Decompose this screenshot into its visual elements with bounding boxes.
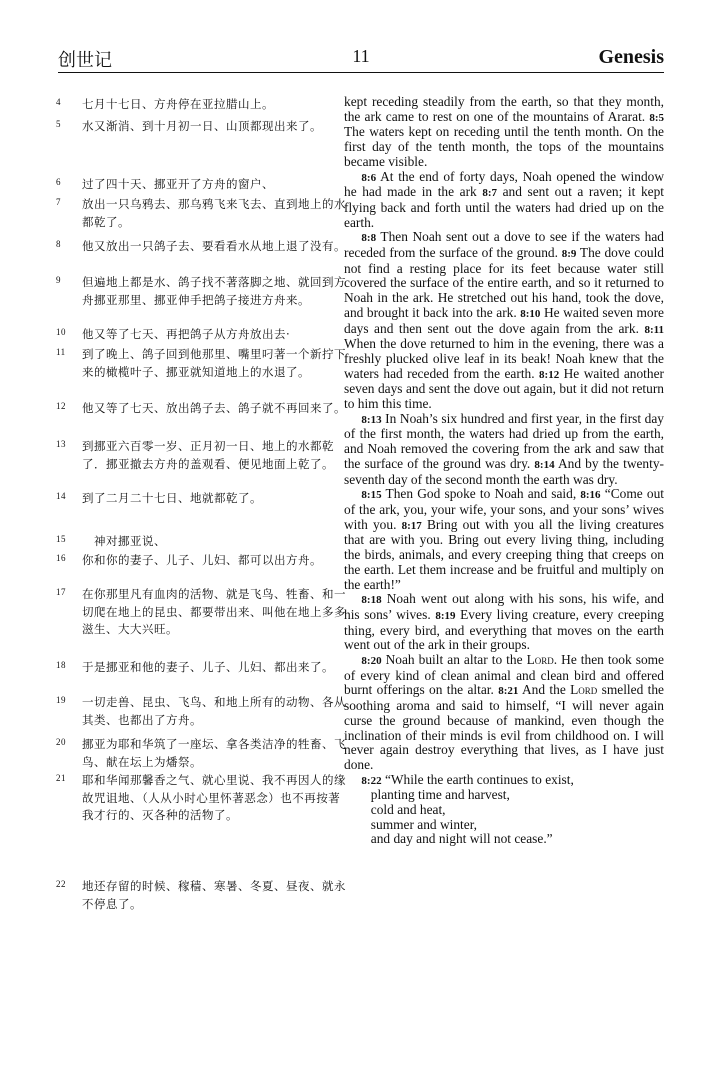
verse-ref: 8:21 <box>498 685 519 698</box>
verse-text: 在你那里凡有血肉的活物、就是飞鸟、牲畜、和一切爬在地上的昆虫、都要带出来、叫他在地上多多滋生、大大兴旺。 <box>82 587 346 637</box>
verse-number: 16 <box>56 553 66 563</box>
verse-text: 到了二月二十七日、地就都乾了。 <box>82 491 262 505</box>
verse-text: 一切走兽、昆虫、飞鸟、和地上所有的动物、各从其类、也都出了方舟。 <box>82 695 346 727</box>
verse-ref: 8:11 <box>644 323 664 336</box>
verse-ref: 8:5 <box>649 111 664 124</box>
chinese-verse <box>56 878 352 913</box>
verse-number: 17 <box>56 587 66 597</box>
chinese-verse <box>56 490 352 508</box>
verse-text: 他又等了七天、再把鸽子从方舟放出去· <box>82 327 291 341</box>
chinese-verse <box>56 176 352 194</box>
verse-number: 10 <box>56 327 66 337</box>
chinese-verse <box>56 659 352 677</box>
verse-number: 6 <box>56 177 61 187</box>
chinese-verse <box>56 533 352 551</box>
chinese-book-title: 创世记 <box>58 50 112 71</box>
verse-number: 13 <box>56 439 66 449</box>
verse-ref: 8:22 <box>361 774 382 787</box>
verse-ref: 8:20 <box>361 655 382 668</box>
header-rule <box>58 72 664 73</box>
verse-ref: 8:19 <box>435 609 456 622</box>
poem-line: 8:22 “While the earth continues to exist, <box>361 771 574 787</box>
verse-text: 地还存留的时候、稼穑、寒暑、冬夏、昼夜、就永不停息了。 <box>82 879 346 911</box>
verse-number: 9 <box>56 275 61 285</box>
chinese-verse <box>56 118 352 136</box>
verse-number: 5 <box>56 119 61 129</box>
verse-ref: 8:15 <box>361 489 382 502</box>
verse-ref: 8:10 <box>520 307 541 320</box>
verse-ref: 8:17 <box>401 519 422 532</box>
english-paragraph: 8:8 Then Noah sent out a dove to see if the waters had receded from the surface of the ground. 8:9 The dove could not find a resting place for its feet because water still covered the surface of the entire earth, and so it returned to Noah in the ark. He stretched out his hand, took the dove, and brought it back into the ark. 8:10 He waited seven more days and then sent out the dove again from the ark. 8:11 When the dove returned to him in the evening, there was a freshly plucked olive leaf in its beak! Noah knew that the waters had receded from the earth. 8:12 He waited another seven days and sent the dove out again, but it did not return to him this time. <box>344 229 664 412</box>
verse-text: 放出一只乌鸦去、那乌鸦飞来飞去、直到地上的水都乾了。 <box>82 197 346 229</box>
verse-ref: 8:9 <box>561 248 577 261</box>
verse-number: 15 <box>56 534 66 544</box>
chinese-verse <box>56 438 352 473</box>
verse-number: 21 <box>56 773 66 783</box>
chinese-verse <box>56 196 352 231</box>
page-header <box>58 42 664 70</box>
verse-number: 20 <box>56 737 66 747</box>
chinese-verse <box>56 586 352 639</box>
verse-number: 22 <box>56 879 66 889</box>
verse-text: 但遍地上都是水、鸽子找不著落脚之地、就回到方舟挪亚那里、挪亚伸手把鸽子接进方舟来。 <box>82 275 346 307</box>
english-paragraph: 8:13 In Noah’s six hundred and first year, in the first day of the first month, the waters had dried up from the earth, and Noah removed the covering from the ark and saw that the surface of the ground was dry. 8:14 And by the twenty-seventh day of the second month the earth was dry. <box>344 410 664 487</box>
verse-ref: 8:13 <box>361 413 382 426</box>
verse-ref: 8:8 <box>361 232 377 245</box>
verse-ref: 8:6 <box>361 171 377 184</box>
chinese-verse <box>56 400 352 418</box>
page-number: 11 <box>352 46 370 66</box>
verse-text: 你和你的妻子、儿子、儿妇、都可以出方舟。 <box>82 553 322 567</box>
verse-text: 到了晚上、鸽子回到他那里、嘴里叼著一个新拧下来的橄榄叶子、挪亚就知道地上的水退了。 <box>82 347 346 379</box>
chinese-verse <box>56 274 352 309</box>
chinese-verse <box>56 346 352 381</box>
poem-line: summer and winter, <box>370 816 477 832</box>
chinese-verse <box>56 326 352 344</box>
verse-ref: 8:16 <box>580 489 601 502</box>
chinese-verse <box>56 238 352 256</box>
verse-text: 他又放出一只鸽子去、要看看水从地上退了没有。 <box>82 239 346 253</box>
verse-text: 到挪亚六百零一岁、正月初一日、地上的水都乾了．挪亚撤去方舟的盖观看、便见地面上乾了。 <box>82 439 334 471</box>
verse-text: 过了四十天、挪亚开了方舟的窗户、 <box>82 177 274 191</box>
english-paragraph: 8:15 Then God spoke to Noah and said, 8:16 “Come out of the ark, you, your wife, your sons, and your sons’ wives with you. 8:17 Bring out with you all the living creatures that are with you. Bring out every living thing, including the birds, animals, and every creeping thing that creeps on the earth. Let them increase and be fruitful and multiply on the earth!” <box>344 486 665 592</box>
english-paragraph: 8:6 At the end of forty days, Noah opened the window he had made in the ark 8:7 and sent out a raven; it kept flying back and forth until the waters had dried up on the earth. <box>344 168 665 230</box>
verse-text: 七月十七日、方舟停在亚拉腊山上。 <box>82 97 274 111</box>
verse-number: 14 <box>56 491 66 501</box>
english-paragraph: 8:20 Noah built an altar to the Lord. He then took some of every kind of clean animal and clean bird and offered burnt offerings on the altar. 8:21 And the Lord smelled the soothing aroma and said to himself, “I will never again curse the ground because of mankind, even though the inclination of their minds is evil from childhood on. I will never again destroy everything that lives, as I have just done. <box>344 652 664 772</box>
verse-number: 11 <box>56 347 66 357</box>
chinese-verse <box>56 96 352 114</box>
verse-text: 神对挪亚说、 <box>94 534 166 548</box>
english-column <box>344 95 664 847</box>
verse-text: 于是挪亚和他的妻子、儿子、儿妇、都出来了。 <box>82 660 334 674</box>
verse-ref: 8:12 <box>539 368 560 381</box>
chinese-verse <box>56 736 352 771</box>
verse-text: 挪亚为耶和华筑了一座坛、拿各类洁净的牲畜、飞鸟、献在坛上为燔祭。 <box>82 737 346 769</box>
verse-number: 18 <box>56 660 66 670</box>
verse-ref: 8:18 <box>361 594 382 607</box>
verse-number: 4 <box>56 97 61 107</box>
poem-line: cold and heat, <box>370 802 446 818</box>
chinese-verse <box>56 694 352 729</box>
verse-ref: 8:14 <box>534 458 555 471</box>
lord-small-caps: Lord <box>570 682 598 698</box>
verse-text: 他又等了七天、放出鸽子去、鸽子就不再回来了。 <box>82 401 346 415</box>
verse-number: 12 <box>56 401 66 411</box>
verse-number: 8 <box>56 239 61 249</box>
chinese-verse <box>56 772 352 825</box>
poem-line: and day and night will not cease.” <box>370 831 553 847</box>
poem-line: planting time and harvest, <box>370 787 510 803</box>
verse-text: 耶和华闻那馨香之气、就心里说、我不再因人的缘故咒诅地、（人从小时心里怀著恶念）也不再按著我才行的、灭各种的活物了。 <box>82 773 346 823</box>
verse-number: 19 <box>56 695 66 705</box>
lord-small-caps: Lord <box>526 652 554 668</box>
english-paragraph: kept receding steadily from the earth, so that they month, the ark came to rest on one of the mountains of Ararat. 8:5 The waters kept on receding until the tenth month. On the first day of the tenth month, the tops of the mountains became visible. <box>344 94 664 169</box>
verse-text: 水又渐消、到十月初一日、山顶都现出来了。 <box>82 119 322 133</box>
english-book-title: Genesis <box>598 46 664 68</box>
verse-number: 7 <box>56 197 61 207</box>
poem-block <box>344 773 664 848</box>
english-paragraph: 8:18 Noah went out along with his sons, his wife, and his sons’ wives. 8:19 Every living creature, every creeping thing, every bird, and everything that moves on the earth went out of the ark in their groups. <box>344 591 664 653</box>
chinese-verse <box>56 552 352 570</box>
verse-ref: 8:7 <box>482 187 498 200</box>
